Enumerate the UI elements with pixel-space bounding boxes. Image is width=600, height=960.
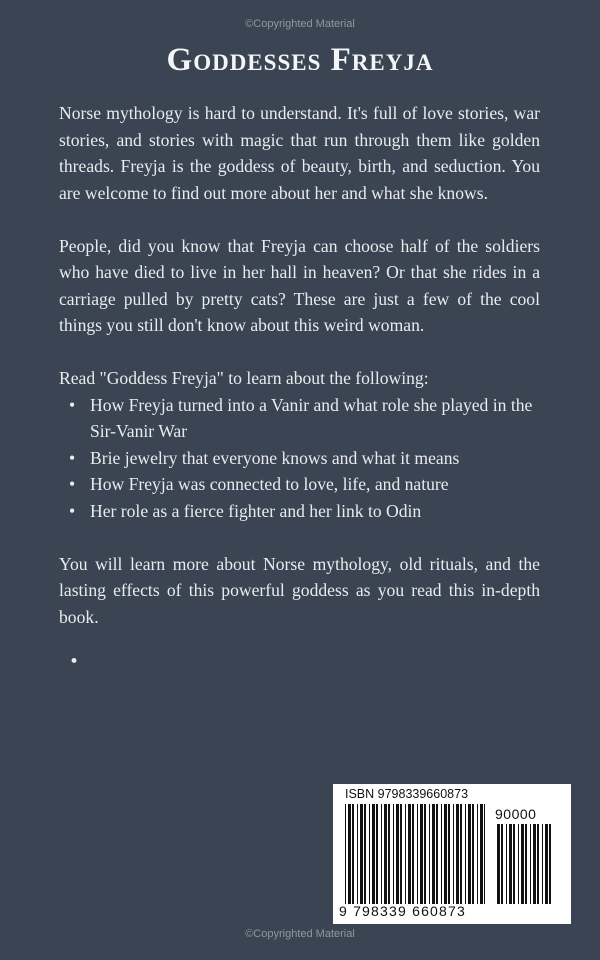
barcode-bar — [484, 804, 485, 904]
barcode-bar — [468, 804, 471, 904]
list-intro: Read "Goddess Freyja" to learn about the following: — [59, 368, 429, 388]
barcode-bar — [537, 824, 539, 904]
barcode-bar — [372, 804, 375, 904]
list-item: • How Freyja turned into a Vanir and what role she played in the Sir-Vanir War — [59, 392, 540, 445]
barcode-bar — [345, 804, 346, 904]
barcode-bar — [384, 804, 387, 904]
barcode-bar — [405, 804, 406, 904]
barcode-bar — [533, 824, 536, 904]
barcode-bar — [348, 804, 351, 904]
barcode-bar — [381, 804, 382, 904]
barcode-bar — [545, 824, 548, 904]
barcode-bar — [432, 804, 435, 904]
book-title: Goddesses Freyja — [166, 42, 434, 78]
list-item: • Brie jewelry that everyone knows and what it means — [59, 445, 540, 472]
barcode-bar — [509, 824, 512, 904]
price-code: 90000 — [495, 806, 537, 822]
barcode-bar — [357, 804, 358, 904]
barcode-bar — [497, 824, 500, 904]
barcode-bar — [376, 804, 378, 904]
list-item: • How Freyja was connected to love, life, and nature — [59, 471, 540, 498]
barcode-bar — [456, 804, 459, 904]
barcode-bar — [480, 804, 483, 904]
barcode-bar — [412, 804, 414, 904]
barcode-bar — [472, 804, 474, 904]
barcode-bar — [525, 824, 527, 904]
barcode-bar — [521, 824, 524, 904]
blurb-body — [59, 100, 540, 657]
barcode-bar — [369, 804, 370, 904]
barcode-bar — [388, 804, 390, 904]
barcode-bar — [364, 804, 366, 904]
barcode-bar — [465, 804, 466, 904]
barcode-bar — [393, 804, 394, 904]
barcode-box — [333, 784, 571, 924]
closing-paragraph: You will learn more about Norse mythology, old rituals, and the lasting effects of this powerful goddess as you read this in-depth book. — [59, 553, 540, 627]
barcode-bar — [360, 804, 363, 904]
barcode-bar — [513, 824, 515, 904]
barcode-bar — [542, 824, 543, 904]
isbn-label: ISBN 9798339660873 — [345, 787, 469, 801]
barcode-bar — [408, 804, 411, 904]
barcode-bar — [530, 824, 531, 904]
list-item: • Her role as a fierce fighter and her link to Odin — [59, 498, 540, 525]
barcode-bar — [429, 804, 430, 904]
empty-bullet: • — [69, 652, 80, 672]
barcode-digits: 9 798339 660873 — [339, 903, 466, 919]
addon-barcode-bars — [497, 824, 557, 904]
paragraph-1: Norse mythology is hard to understand. It's full of love stories, war stories, and stories with magic that run through them like golden threads. Freyja is the goddess of beauty, birth, and seduction. You are welcome to find out more about her and what she knows. — [59, 103, 540, 203]
barcode-bar — [417, 804, 418, 904]
topic-list — [59, 392, 540, 525]
watermark-top: ©Copyrighted Material — [245, 18, 355, 30]
barcode-bar — [400, 804, 402, 904]
barcode-bar — [506, 824, 507, 904]
barcode-bar — [420, 804, 423, 904]
barcode-bar — [549, 824, 551, 904]
paragraph-2: People, did you know that Freyja can choose half of the soldiers who have died to live in her hall in heaven? Or that she rides in a carriage pulled by pretty cats? These are just a few of the cool things you still don't know about this weird woman. — [59, 235, 540, 335]
barcode-bar — [444, 804, 447, 904]
ean-barcode-bars — [345, 804, 485, 904]
watermark-bottom: ©Copyrighted Material — [245, 928, 355, 940]
barcode-bar — [441, 804, 442, 904]
barcode-bar — [352, 804, 354, 904]
barcode-bar — [396, 804, 399, 904]
barcode-bar — [448, 804, 450, 904]
barcode-bar — [424, 804, 426, 904]
barcode-bar — [501, 824, 503, 904]
barcode-bar — [460, 804, 462, 904]
barcode-bar — [477, 804, 478, 904]
barcode-bar — [436, 804, 438, 904]
barcode-bar — [453, 804, 454, 904]
barcode-bar — [518, 824, 519, 904]
